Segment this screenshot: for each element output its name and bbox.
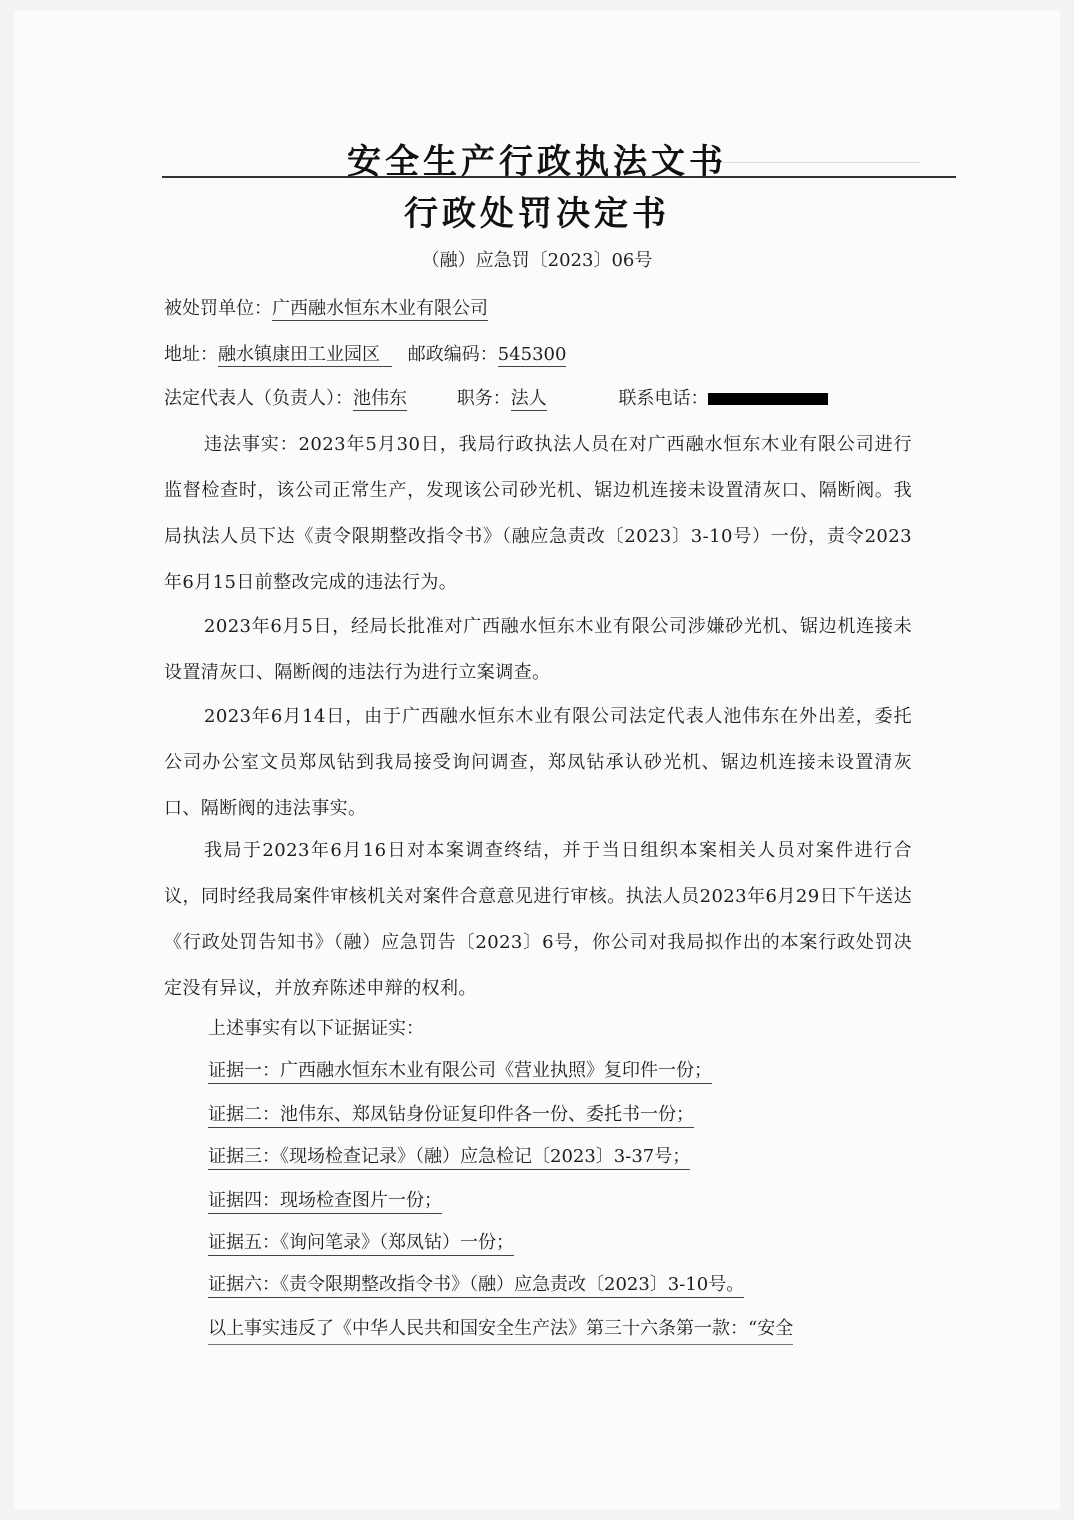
party-row bbox=[164, 298, 488, 320]
postcode-value: 545300 bbox=[497, 344, 567, 365]
postcode-label: 邮政编码： bbox=[407, 344, 498, 365]
evidence-item: 证据一：广西融水恒东木业有限公司《营业执照》复印件一份； bbox=[208, 1056, 712, 1084]
paragraph-review: 我局于2023年6月16日对本案调查终结，并于当日组织本案相关人员对案件进行合议，同时经我局案件审核机关对案件合意意见进行审核。执法人员2023年6月29日下午送达《行政处罚告知书》（融）应急罚告〔2023〕6号，你公司对我局拟作出的本案行政处罚决定没有异议，并放弃陈述申辩的权利。 bbox=[164, 840, 912, 999]
doc-title-line2: 行政处罚决定书 bbox=[404, 194, 670, 234]
position-label: 职务： bbox=[456, 388, 511, 409]
paragraph-inquiry: 2023年6月14日，由于广西融水恒东木业有限公司法定代表人池伟东在外出差，委托公司办公室文员郑凤钻到我局接受询问调查，郑凤钻承认砂光机、锯边机连接未设置清灰口、隔断阀的违法事实。 bbox=[164, 706, 912, 819]
party-label: 被处罚单位： bbox=[164, 298, 272, 319]
party-value: 广西融水恒东木业有限公司 bbox=[272, 298, 488, 319]
evidence-item: 证据四：现场检查图片一份； bbox=[208, 1186, 442, 1214]
paragraph-facts: 违法事实：2023年5月30日，我局行政执法人员在对广西融水恒东木业有限公司进行监督检查时，该公司正常生产，发现该公司砂光机、锯边机连接未设置清灰口、隔断阀。我局执法人员下达《责令限期整改指令书》（融应急责改〔2023〕3-10号）一份，责令2023年6月15日前整改完成的违法行为。 bbox=[164, 434, 912, 593]
address-label: 地址： bbox=[164, 344, 218, 365]
phone-label: 联系电话： bbox=[618, 388, 709, 409]
evidence-item: 证据六：《责令限期整改指令书》（融）应急责改〔2023〕3-10号。 bbox=[208, 1270, 744, 1298]
phone-redaction bbox=[708, 393, 828, 405]
evidence-item: 证据三：《现场检查记录》（融）应急检记〔2023〕3-37号； bbox=[208, 1142, 690, 1170]
address-value: 融水镇康田工业园区 bbox=[218, 344, 392, 367]
address-row bbox=[164, 344, 566, 366]
paragraph-violation: 以上事实违反了《中华人民共和国安全生产法》第三十六条第一款：“安全 bbox=[208, 1318, 793, 1345]
evidence-item: 证据五：《询问笔录》（郑凤钻）一份； bbox=[208, 1228, 514, 1256]
representative-row bbox=[164, 388, 828, 410]
paragraph-filing: 2023年6月5日，经局长批准对广西融水恒东木业有限公司涉嫌砂光机、锯边机连接未设置清灰口、隔断阀的违法行为进行立案调查。 bbox=[164, 616, 912, 683]
position-value: 法人 bbox=[510, 388, 547, 409]
evidence-intro: 上述事实有以下证据证实： bbox=[208, 1018, 424, 1039]
rep-label: 法定代表人（负责人）： bbox=[164, 388, 353, 409]
doc-title-line1: 安全生产行政执法文书 bbox=[347, 142, 727, 182]
evidence-item: 证据二：池伟东、郑凤钻身份证复印件各一份、委托书一份； bbox=[208, 1100, 694, 1128]
doc-number: （融）应急罚〔2023〕06号 bbox=[421, 250, 653, 271]
rep-value: 池伟东 bbox=[353, 388, 407, 409]
